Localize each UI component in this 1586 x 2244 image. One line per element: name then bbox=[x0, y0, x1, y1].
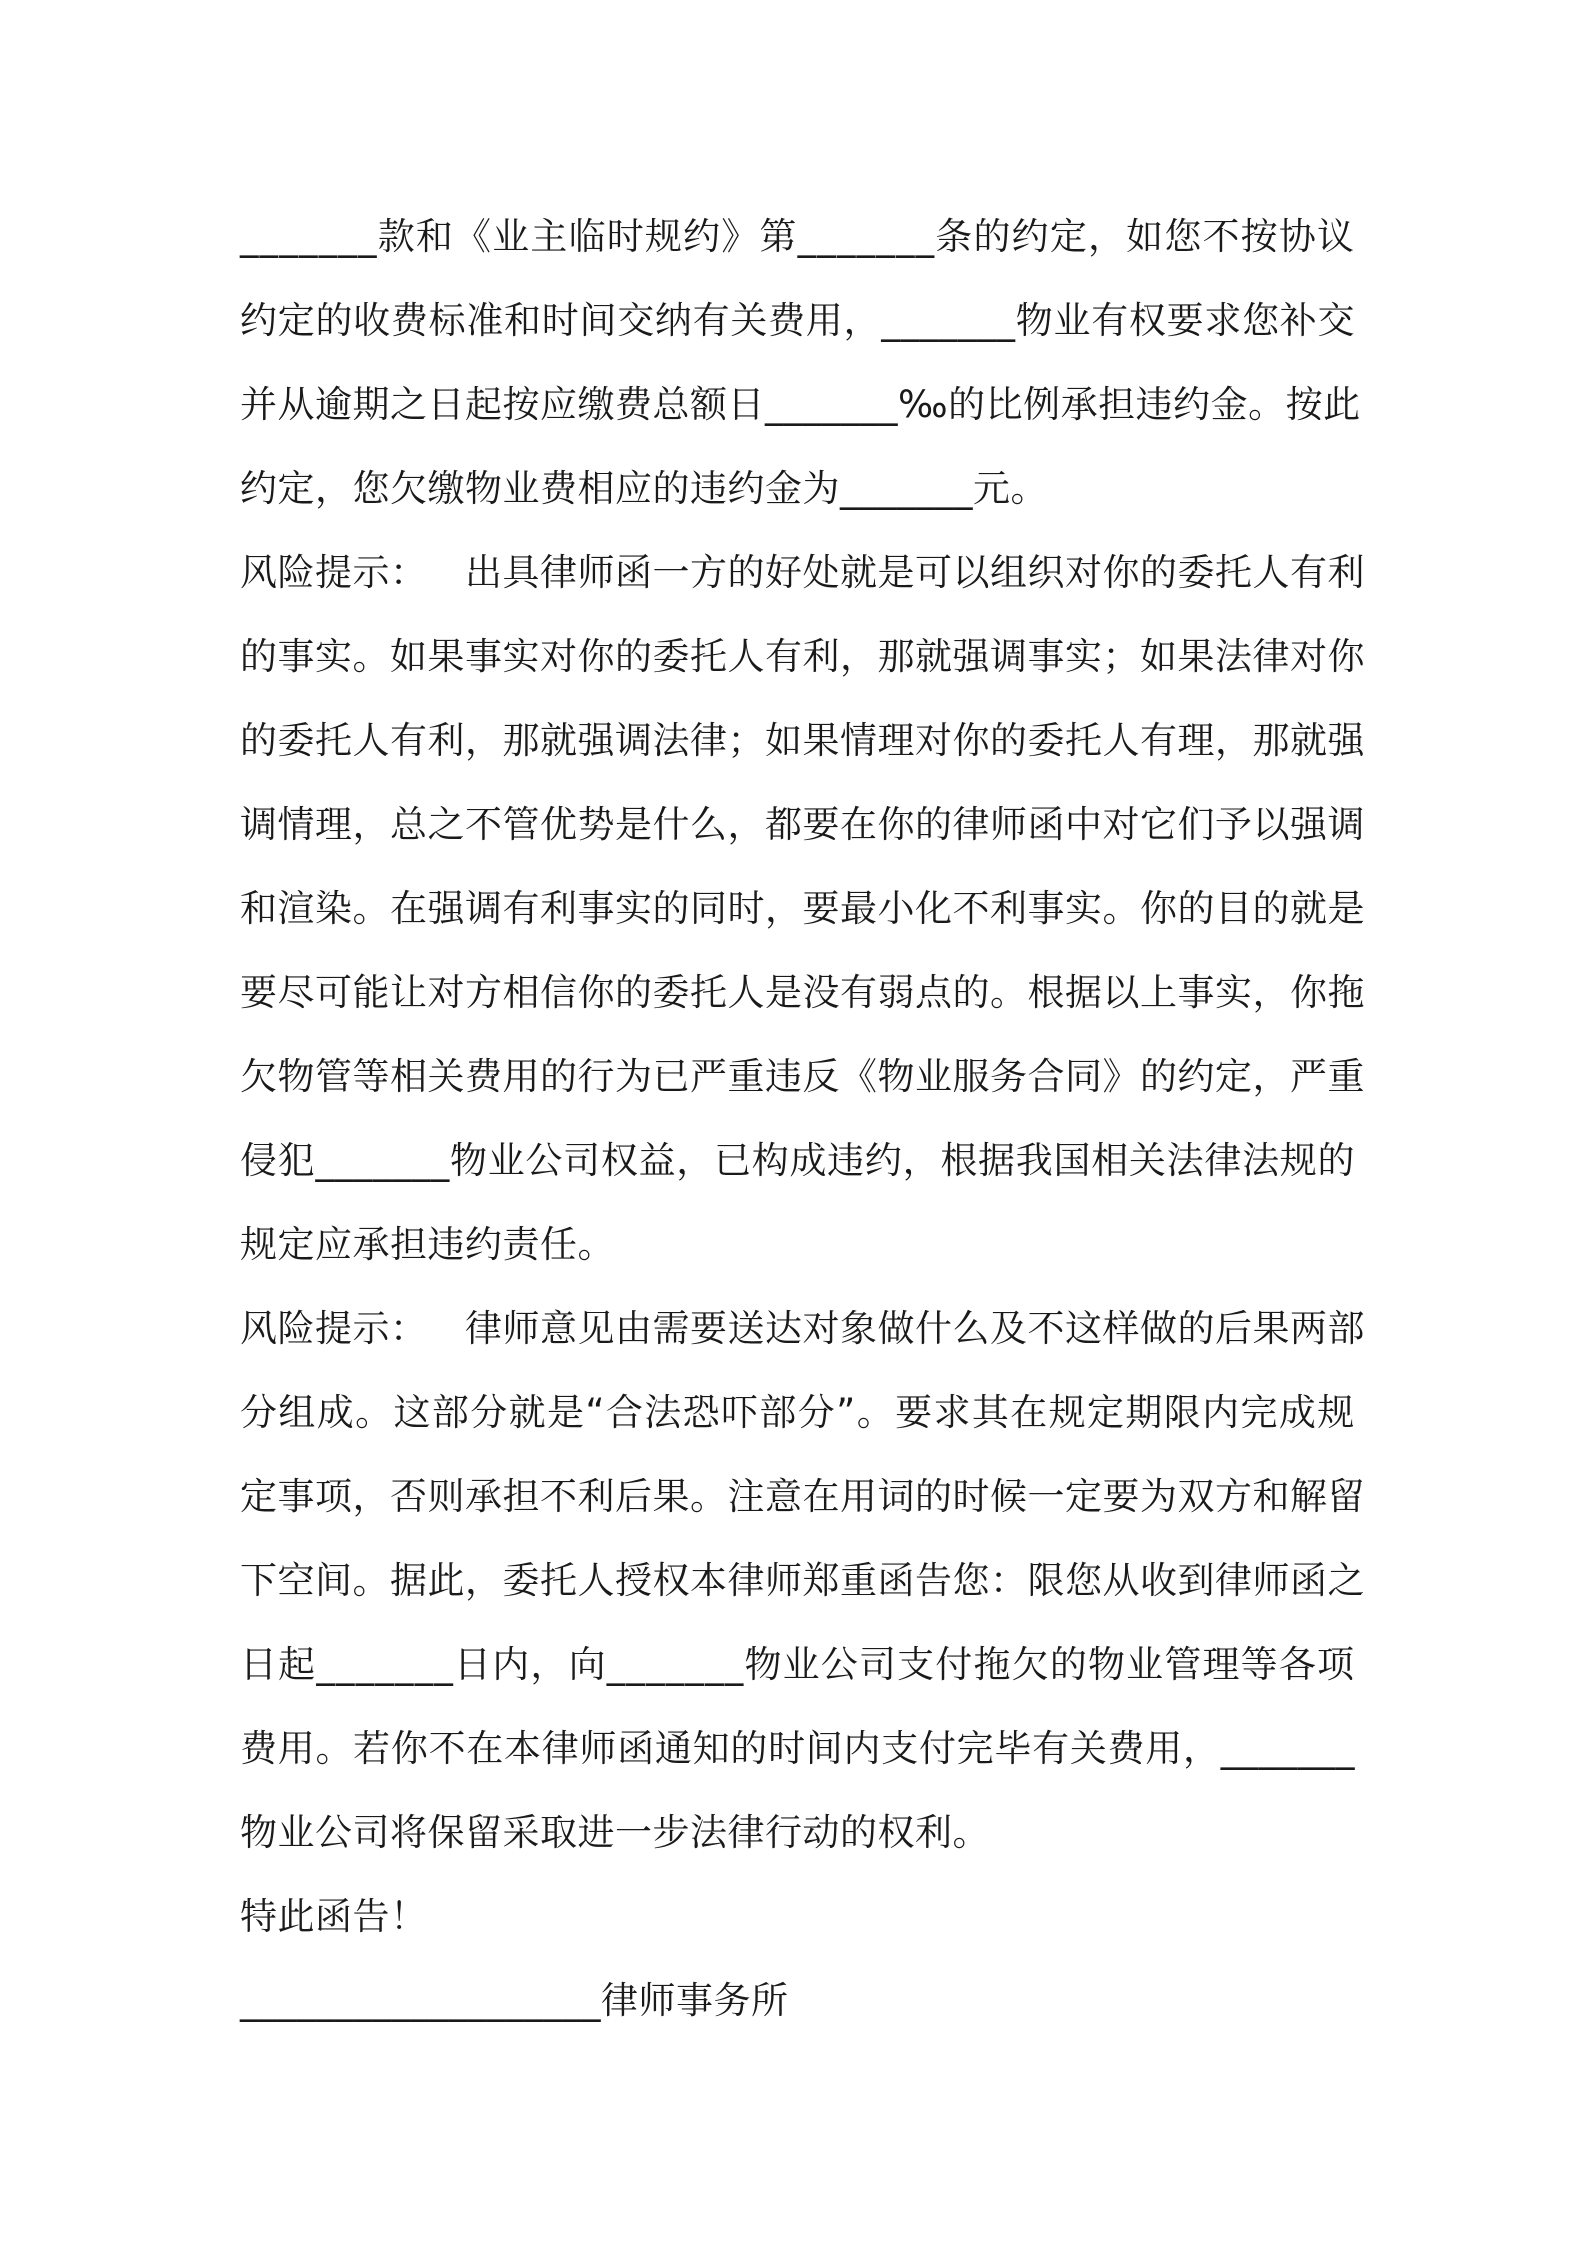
text-line: 欠 物 管 等 相 关 费 用 的 行 为 已 严 重 违 反 《 物 业 服 务 合 同 》 的 约 定 ， 严 重 bbox=[240, 1055, 1365, 1098]
text-line: 约 定 的 收 费 标 准 和 时 间 交 纳 有 关 费 用 ， _ _ _ _ _ _ _ 物 业 有 权 要 求 您 补 交 bbox=[240, 299, 1355, 342]
text-line: 下 空 间 。 据 此 ， 委 托 人 授 权 本 律 师 郑 重 函 告 您 ： 限 您 从 收 到 律 师 函 之 bbox=[240, 1559, 1365, 1602]
text-line: 日 起 _ _ _ _ _ _ _ 日 内 ， 向 _ _ _ _ _ _ _ 物 业 公 司 支 付 拖 欠 的 物 业 管 理 等 各 项 bbox=[240, 1643, 1355, 1686]
closing-line: 特此函告！ bbox=[240, 1895, 428, 1938]
text-line: 调 情 理 ， 总 之 不 管 优 势 是 什 么 ， 都 要 在 你 的 律 师 函 中 对 它 们 予 以 强 调 bbox=[240, 803, 1365, 846]
text-line: 的 事 实 。 如 果 事 实 对 你 的 委 托 人 有 利 ， 那 就 强 调 事 实 ； 如 果 法 律 对 你 bbox=[240, 635, 1365, 678]
law-firm-signature: ___________________律师事务所 bbox=[240, 1979, 789, 2022]
text-line: 定 事 项 ， 否 则 承 担 不 利 后 果 。 注 意 在 用 词 的 时 候 一 定 要 为 双 方 和 解 留 bbox=[240, 1475, 1365, 1518]
text-line: 侵 犯 _ _ _ _ _ _ _ 物 业 公 司 权 益 ， 已 构 成 违 约 ， 根 据 我 国 相 关 法 律 法 规 的 bbox=[240, 1139, 1355, 1182]
text-line: 费 用 。 若 你 不 在 本 律 师 函 通 知 的 时 间 内 支 付 完 毕 有 关 费 用 ， _ _ _ _ _ _ _ bbox=[240, 1727, 1355, 1770]
text-line: 风 险 提 示 ： 律 师 意 见 由 需 要 送 达 对 象 做 什 么 及 不 这 样 做 的 后 果 两 部 bbox=[240, 1307, 1365, 1350]
paragraph-risk-tip-2 bbox=[240, 1287, 1365, 1875]
text-line: 并 从 逾 期 之 日 起 按 应 缴 费 总 额 日 _ _ _ _ _ _ _ ‰ 的 比 例 承 担 违 约 金 。 按 此 bbox=[240, 383, 1361, 426]
text-line: 要 尽 可 能 让 对 方 相 信 你 的 委 托 人 是 没 有 弱 点 的 。 根 据 以 上 事 实 ， 你 拖 bbox=[240, 971, 1365, 1014]
text-line: 风 险 提 示 ： 出 具 律 师 函 一 方 的 好 处 就 是 可 以 组 织 对 你 的 委 托 人 有 利 bbox=[240, 551, 1365, 594]
document-page bbox=[240, 195, 1365, 2043]
text-line: _ _ _ _ _ _ _ 款 和 《 业 主 临 时 规 约 》 第 _ _ _ _ _ _ _ 条 的 约 定 ， 如 您 不 按 协 议 bbox=[240, 215, 1355, 258]
paragraph-late-fee-clause bbox=[240, 195, 1361, 531]
text-line: 物业公司将保留采取进一步法律行动的权利。 bbox=[240, 1811, 990, 1854]
text-line: 分 组 成 。 这 部 分 就 是 “ 合 法 恐 吓 部 分 ” 。 要 求 其 在 规 定 期 限 内 完 成 规 bbox=[240, 1391, 1355, 1434]
text-line: 约定，您欠缴物业费相应的违约金为_______元。 bbox=[240, 467, 1048, 510]
paragraph-risk-tip-1 bbox=[240, 531, 1365, 1287]
text-line: 的 委 托 人 有 利 ， 那 就 强 调 法 律 ； 如 果 情 理 对 你 的 委 托 人 有 理 ， 那 就 强 bbox=[240, 719, 1365, 762]
text-line: 和 渲 染 。 在 强 调 有 利 事 实 的 同 时 ， 要 最 小 化 不 利 事 实 。 你 的 目 的 就 是 bbox=[240, 887, 1365, 930]
text-line: 规定应承担违约责任。 bbox=[240, 1223, 615, 1266]
